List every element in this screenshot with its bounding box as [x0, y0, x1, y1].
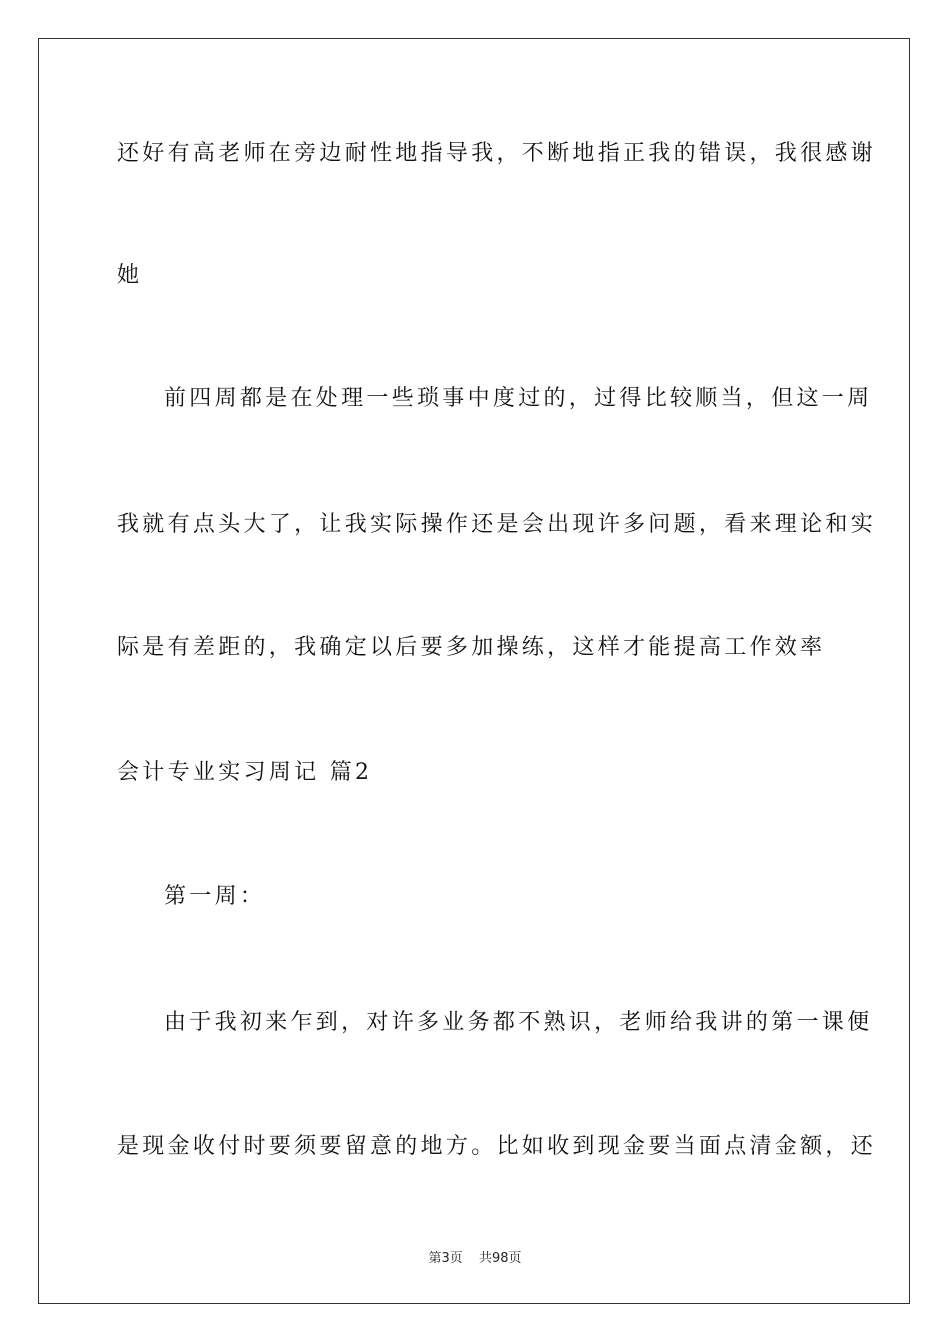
paragraph-line: 她: [117, 263, 143, 288]
paragraph-line: 际是有差距的，我确定以后要多加操练，这样才能提高工作效率: [117, 635, 826, 660]
paragraph-line: 前四周都是在处理一些琐事中度过的，过得比较顺当，但这一周: [164, 386, 873, 411]
page-total: 共98页: [478, 1251, 522, 1266]
page-number: 第3页: [428, 1251, 463, 1266]
section-heading: 会计专业实习周记 篇2: [117, 760, 373, 785]
paragraph-line: 还好有高老师在旁边耐性地指导我，不断地指正我的错误，我很感谢: [117, 141, 877, 166]
paragraph-line: 我就有点头大了，让我实际操作还是会出现许多问题，看来理论和实: [117, 512, 877, 537]
page-footer: [0, 1247, 950, 1266]
page-border: [38, 38, 910, 1304]
paragraph-line: 由于我初来乍到，对许多业务都不熟识，老师给我讲的第一课便: [164, 1010, 873, 1035]
paragraph-line: 是现金收付时要须要留意的地方。比如收到现金要当面点清金额，还: [117, 1134, 877, 1159]
paragraph-line: 第一周：: [164, 884, 266, 909]
